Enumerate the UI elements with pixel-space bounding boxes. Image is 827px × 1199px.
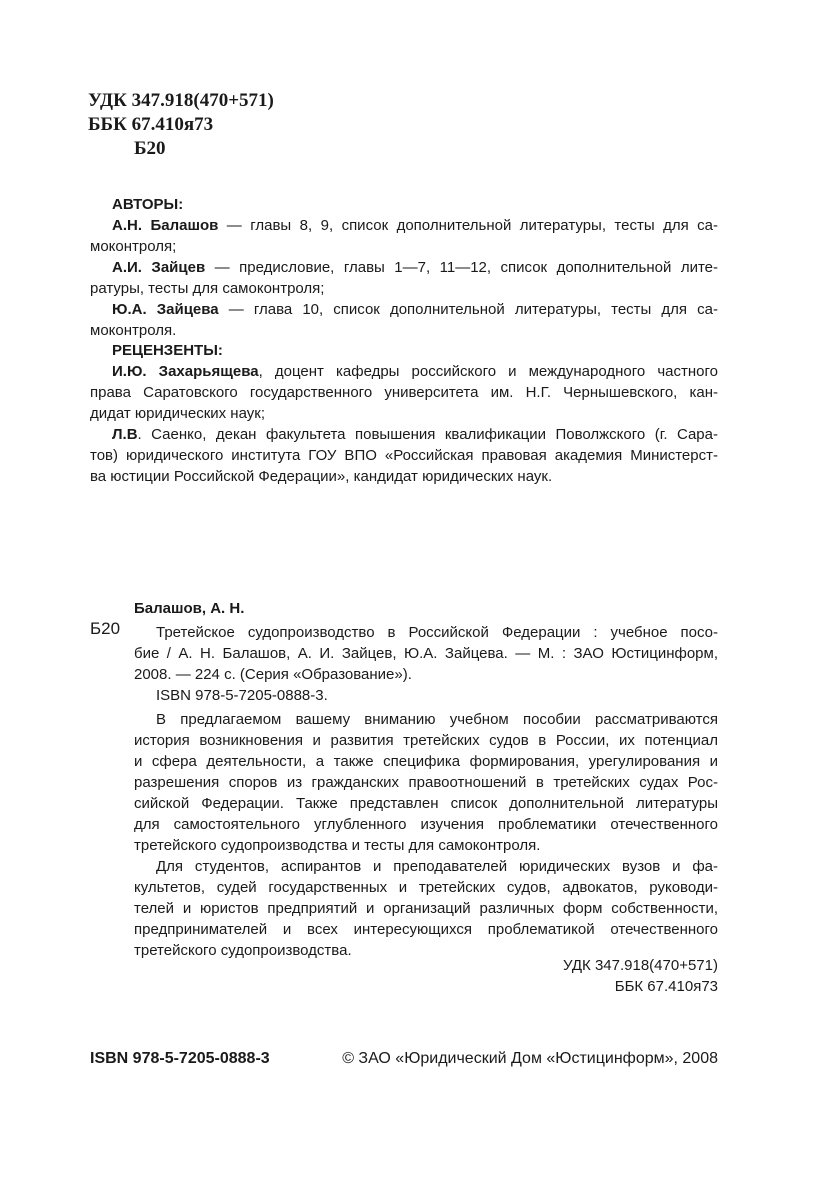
reviewer-name: Л.В	[112, 426, 138, 443]
author-line	[90, 257, 718, 278]
abstract-line: В предлагаемом вашему вниманию учебном пособии рассматриваются	[156, 711, 718, 728]
reviewer-line: ва юстиции Российской Федерации», кандидат юридических наук.	[90, 468, 553, 485]
footer-copyright: © ЗАО «Юридический Дом «Юстицинформ», 2008	[342, 1050, 718, 1067]
reviewer-line	[90, 361, 718, 382]
audience-line: культетов, судей государственных и третейских судов, адвокатов, руководи-	[134, 879, 718, 896]
reviewer-text: , доцент кафедры российского и международного частного	[258, 363, 718, 380]
author-entry	[90, 299, 718, 341]
reviewer-line: права Саратовского государственного университета им. Н.Г. Чернышевского, кан-	[90, 384, 718, 401]
author-line	[90, 299, 718, 320]
author-line: моконтроля;	[90, 238, 177, 255]
description-line: Третейское судопроизводство в Российской Федерации : учебное посо-	[156, 624, 718, 641]
audience-line: телей и юристов предприятий и организаций различных форм собственности,	[134, 900, 718, 917]
bbk-header: ББК 67.410я73	[88, 114, 214, 135]
audience-line: предпринимателей и всех интересующихся проблематикой отечественного	[134, 921, 718, 938]
author-line	[90, 215, 718, 236]
catalog-author: Балашов, А. Н.	[134, 600, 245, 617]
catalog-description	[134, 622, 718, 685]
description-line: 2008. — 224 с. (Серия «Образование»).	[134, 666, 412, 683]
reviewer-entry	[90, 424, 718, 487]
audience-line: третейского судопроизводства.	[134, 942, 352, 959]
author-entry	[90, 215, 718, 257]
abstract-line: разрешения споров из гражданских правоотношений в третейских судах Рос-	[134, 774, 718, 791]
author-text: — главы 8, 9, список дополнительной литературы, тесты для са-	[218, 217, 718, 234]
reviewer-line	[90, 424, 718, 445]
reviewer-entry	[90, 361, 718, 424]
udk-header: УДК 347.918(470+571)	[88, 90, 274, 111]
catalog-isbn: ISBN 978-5-7205-0888-3.	[156, 687, 328, 704]
author-text: — глава 10, список дополнительной литературы, тесты для са-	[218, 301, 718, 318]
catalog-udk: УДК 347.918(470+571)	[563, 957, 718, 974]
reviewer-line: дидат юридических наук;	[90, 405, 265, 422]
author-text: — предисловие, главы 1—7, 11—12, список дополнительной лите-	[205, 259, 718, 276]
author-name: А.И. Зайцев	[112, 259, 206, 276]
author-name: А.Н. Балашов	[112, 217, 219, 234]
abstract-line: третейского судопроизводства и тесты для самоконтроля.	[134, 837, 541, 854]
author-name: Ю.А. Зайцева	[112, 301, 219, 318]
abstract-line: сийской Федерации. Также представлен список дополнительной литературы	[134, 795, 718, 812]
author-line: ратуры, тесты для самоконтроля;	[90, 280, 325, 297]
reviewer-line: тов) юридического института ГОУ ВПО «Российская правовая академия Министерст-	[90, 447, 718, 464]
authors-section	[90, 194, 718, 341]
abstract-line: история возникновения и развития третейских судов в России, их потенциал	[134, 732, 718, 749]
catalog-abstract	[134, 709, 718, 856]
reviewer-name: И.Ю. Захарьящева	[112, 363, 259, 380]
reviewers-heading: РЕЦЕНЗЕНТЫ:	[112, 342, 223, 359]
description-line: бие / А. Н. Балашов, А. И. Зайцев, Ю.А. Зайцева. — М. : ЗАО Юстицинформ,	[134, 645, 718, 662]
catalog-audience	[134, 856, 718, 961]
author-entry	[90, 257, 718, 299]
author-mark-header: Б20	[134, 138, 166, 159]
abstract-line: и сфера деятельности, а также специфика формирования, урегулирования и	[134, 753, 718, 770]
catalog-bbk: ББК 67.410я73	[614, 978, 718, 995]
footer-isbn: ISBN 978-5-7205-0888-3	[90, 1050, 270, 1067]
authors-heading: АВТОРЫ:	[112, 196, 184, 213]
reviewers-section	[90, 340, 718, 487]
author-line: моконтроля.	[90, 322, 177, 339]
reviewer-text: . Саенко, декан факультета повышения квалификации Поволжского (г. Сара-	[137, 426, 718, 443]
audience-line: Для студентов, аспирантов и преподавателей юридических вузов и фа-	[156, 858, 718, 875]
abstract-line: для самостоятельного углубленного изучения проблематики отечественного	[134, 816, 718, 833]
catalog-code: Б20	[90, 619, 121, 638]
